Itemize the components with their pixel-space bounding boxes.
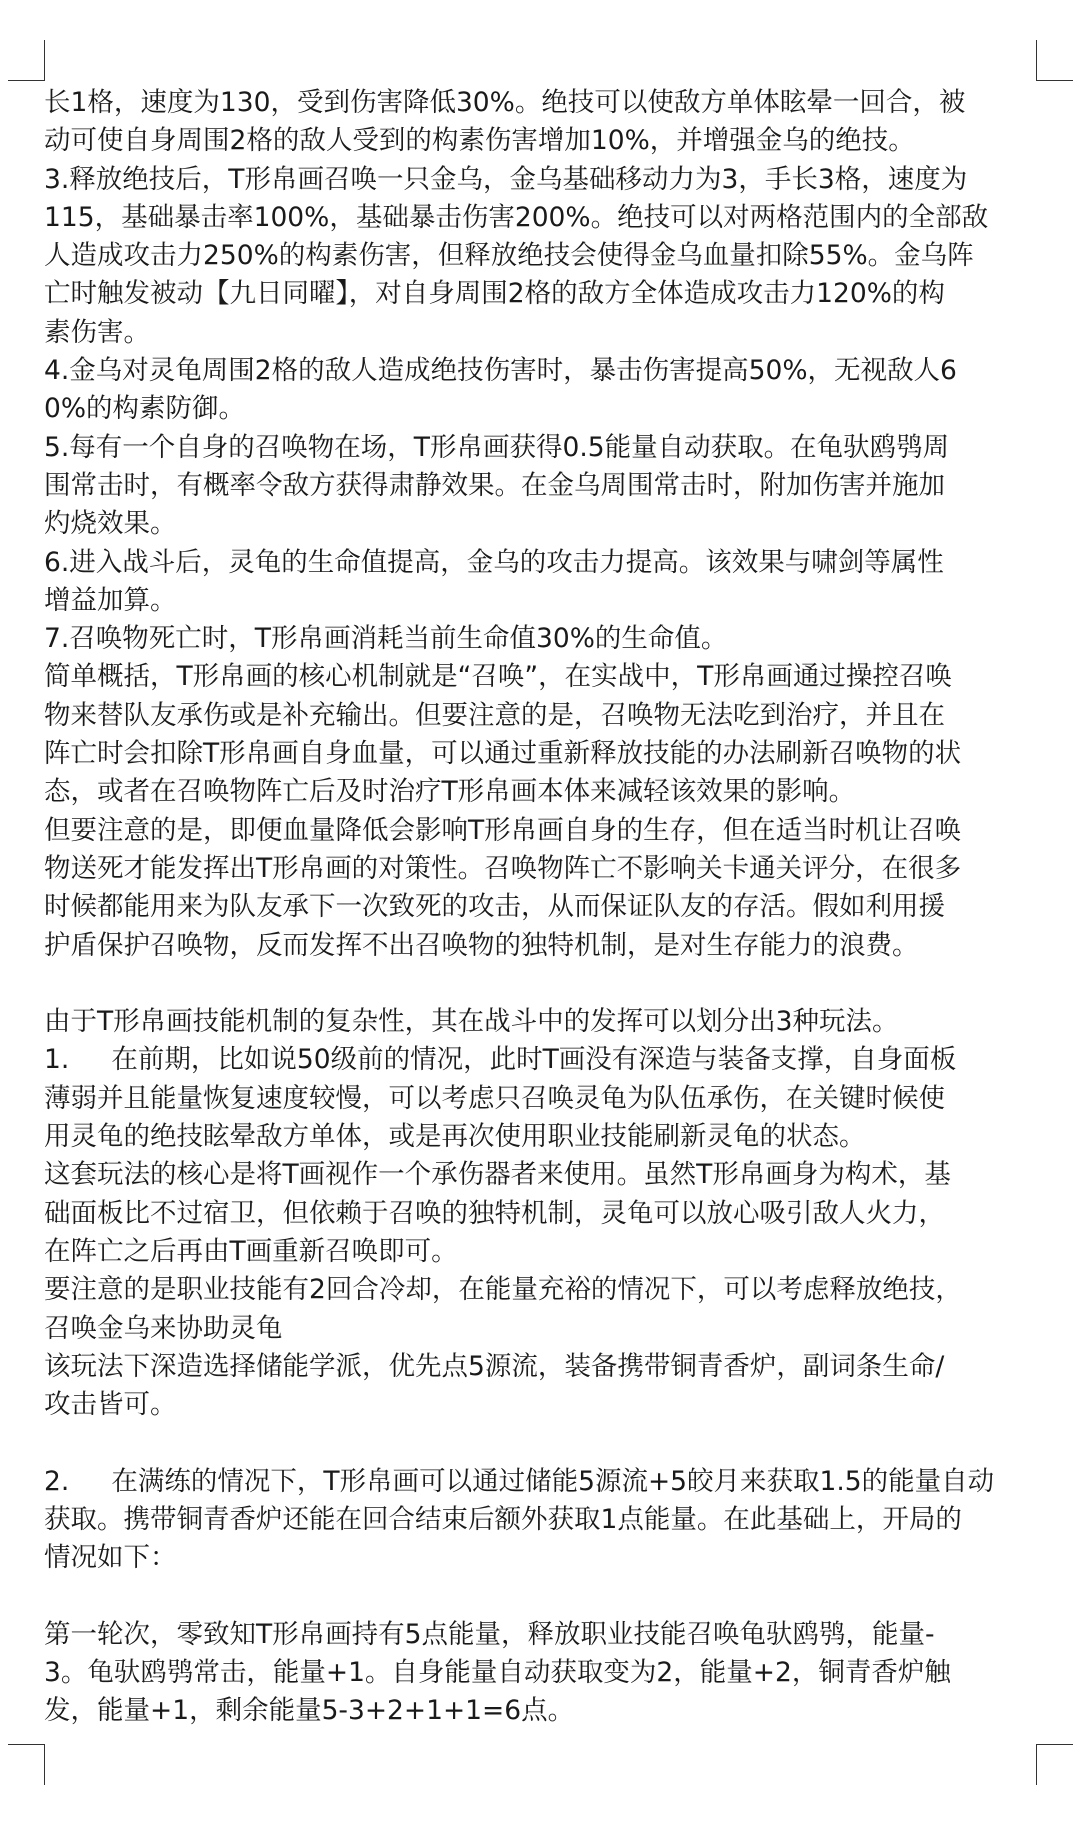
text-line: 第一轮次，零致知T形帛画持有5点能量，释放职业技能召唤龟驮鸥鸮，能量- [44, 1618, 935, 1650]
document-body [44, 84, 1036, 1731]
text-line: 3.释放绝技后，T形帛画召唤一只金乌，金乌基础移动力为3，手长3格，速度为 [44, 163, 968, 195]
text-line: 115，基础暴击率100%，基础暴击伤害200%。绝技可以对两格范围内的全部敌 [44, 201, 989, 233]
crop-mark-top-left [8, 40, 45, 81]
text-line: 素伤害。 [44, 316, 150, 348]
text-line: 2. 在满练的情况下，T形帛画可以通过储能5源流+5皎月来获取1.5的能量自动 [44, 1465, 995, 1497]
text-line: 在阵亡之后再由T画重新召唤即可。 [44, 1235, 458, 1267]
crop-mark-top-right [1036, 40, 1073, 81]
crop-mark-bottom-left [8, 1744, 45, 1785]
text-line: 时候都能用来为队友承下一次致死的攻击，从而保证队友的存活。假如利用援 [44, 891, 945, 923]
text-line: 由于T形帛画技能机制的复杂性，其在战斗中的发挥可以划分出3种玩法。 [44, 1006, 899, 1038]
text-line: 物来替队友承伤或是补充输出。但要注意的是，召唤物无法吃到治疗，并且在 [44, 699, 945, 731]
text-line: 0%的构素防御。 [44, 393, 246, 425]
text-line: 亡时触发被动【九日同曜】，对自身周围2格的敌方全体造成攻击力120%的构 [44, 278, 945, 310]
blank-line [44, 965, 1036, 1003]
text-line: 动可使自身周围2格的敌人受到的构素伤害增加10%，并增强金乌的绝技。 [44, 125, 915, 157]
blank-line [44, 1578, 1036, 1616]
text-line: 阵亡时会扣除T形帛画自身血量，可以通过重新释放技能的办法刷新召唤物的状 [44, 738, 962, 770]
text-line: 简单概括，T形帛画的核心机制就是“召唤”，在实战中，T形帛画通过操控召唤 [44, 661, 952, 693]
text-line: 获取。携带铜青香炉还能在回合结束后额外获取1点能量。在此基础上，开局的 [44, 1503, 962, 1535]
text-line: 攻击皆可。 [44, 1389, 177, 1421]
text-line: 围常击时，有概率令敌方获得肃静效果。在金乌周围常击时，附加伤害并施加 [44, 469, 945, 501]
text-line: 该玩法下深造选择储能学派，优先点5源流，装备携带铜青香炉，副词条生命/ [44, 1350, 945, 1382]
text-line: 用灵龟的绝技眩晕敌方单体，或是再次使用职业技能刷新灵龟的状态。 [44, 1121, 866, 1153]
text-line: 召唤金乌来协助灵龟 [44, 1312, 283, 1344]
text-line: 灼烧效果。 [44, 508, 177, 540]
text-line: 但要注意的是，即便血量降低会影响T形帛画自身的生存，但在适当时机让召唤 [44, 814, 962, 846]
text-line: 1. 在前期，比如说50级前的情况，此时T画没有深造与装备支撑，自身面板 [44, 1044, 957, 1076]
text-line: 态，或者在召唤物阵亡后及时治疗T形帛画本体来减轻该效果的影响。 [44, 776, 856, 808]
blank-line [44, 1424, 1036, 1462]
text-line: 人造成攻击力250%的构素伤害，但释放绝技会使得金乌血量扣除55%。金乌阵 [44, 240, 974, 272]
text-line: 增益加算。 [44, 584, 177, 616]
text-line: 长1格，速度为130，受到伤害降低30%。绝技可以使敌方单体眩晕一回合，被 [44, 87, 966, 118]
text-line: 5.每有一个自身的召唤物在场，T形帛画获得0.5能量自动获取。在龟驮鸥鸮周 [44, 431, 950, 463]
text-line: 4.金乌对灵龟周围2格的敌人造成绝技伤害时，暴击伤害提高50%，无视敌人6 [44, 355, 957, 387]
text-line: 3。龟驮鸥鸮常击，能量+1。自身能量自动获取变为2，能量+2，铜青香炉触 [44, 1657, 951, 1689]
text-line: 要注意的是职业技能有2回合冷却，在能量充裕的情况下，可以考虑释放绝技， [44, 1274, 962, 1306]
text-line: 护盾保护召唤物，反而发挥不出召唤物的独特机制，是对生存能力的浪费。 [44, 929, 919, 961]
text-line: 7.召唤物死亡时，T形帛画消耗当前生命值30%的生命值。 [44, 623, 728, 655]
crop-mark-bottom-right [1036, 1744, 1073, 1785]
text-line: 础面板比不过宿卫，但依赖于召唤的独特机制，灵龟可以放心吸引敌人火力， [44, 1197, 945, 1229]
text-line: 薄弱并且能量恢复速度较慢，可以考虑只召唤灵龟为队伍承伤，在关键时候使 [44, 1082, 945, 1114]
text-line: 这套玩法的核心是将T画视作一个承伤器者来使用。虽然T形帛画身为构术，基 [44, 1159, 951, 1191]
text-line: 发，能量+1，剩余能量5-3+2+1+1=6点。 [44, 1695, 575, 1727]
text-line: 情况如下： [44, 1542, 177, 1574]
text-line: 物送死才能发挥出T形帛画的对策性。召唤物阵亡不影响关卡通关评分，在很多 [44, 852, 962, 884]
text-line: 6.进入战斗后，灵龟的生命值提高，金乌的攻击力提高。该效果与啸剑等属性 [44, 546, 944, 578]
